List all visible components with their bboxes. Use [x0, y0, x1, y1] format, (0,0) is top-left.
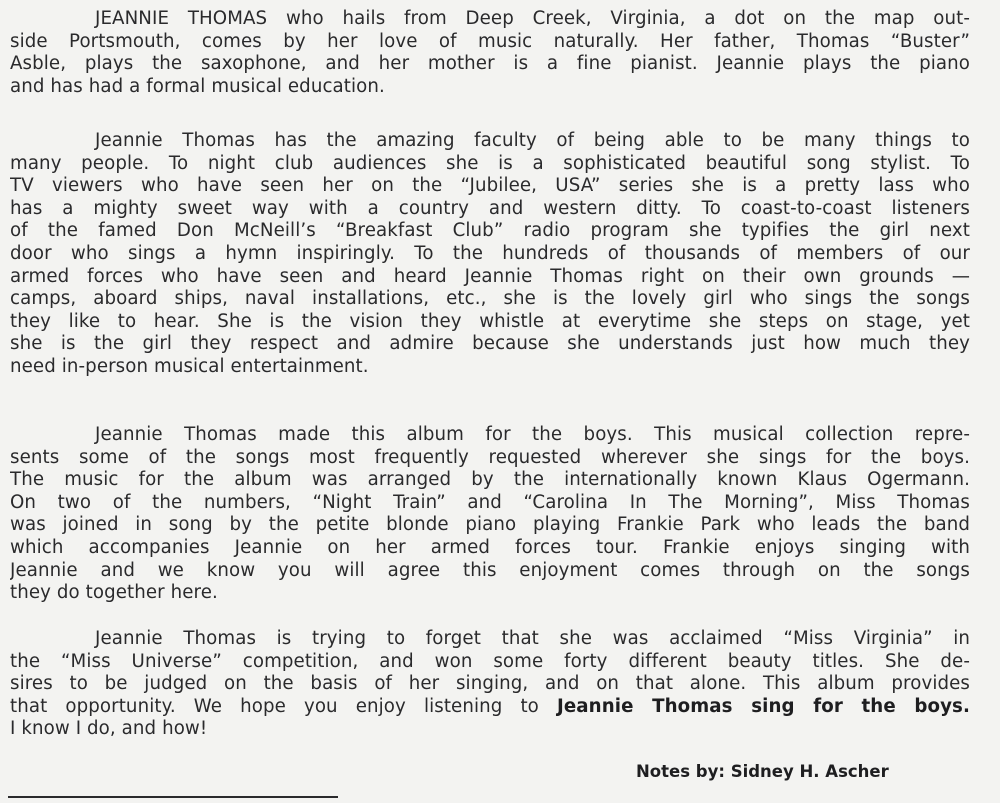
text-line [10, 696, 970, 719]
text-line: which accompanies Jeannie on her armed forces tour. Frankie enjoys singing with [10, 536, 970, 558]
text-line: Asble, plays the saxophone, and her mother is a fine pianist. Jeannie plays the piano [10, 53, 970, 75]
text-line: of the famed Don McNeill’s “Breakfast Club” radio program she typifies the girl next [10, 220, 970, 242]
paragraph-intro [10, 8, 970, 98]
text-line: door who sings a hymn inspiringly. To the hundreds of thousands of members of our [10, 242, 970, 264]
text-line: sires to be judged on the basis of her singing, and on that alone. This album provides [10, 673, 970, 695]
bold-album-title: Jeannie Thomas sing for the boys. [556, 695, 970, 717]
text-line: Jeannie Thomas made this album for the boys. This musical collection repre- [95, 424, 970, 445]
text-line: On two of the numbers, “Night Train” and “Carolina In The Morning”, Miss Thomas [10, 491, 970, 513]
paragraph-faculty [10, 130, 970, 379]
paragraph-closing [10, 628, 970, 741]
text-line: JEANNIE THOMAS who hails from Deep Creek, Virginia, a dot on the map out- [95, 8, 970, 29]
divider-rule [8, 796, 338, 798]
text-line: The music for the album was arranged by the internationally known Klaus Ogermann. [10, 469, 970, 491]
text-line: has a mighty sweet way with a country and western ditty. To coast-to-coast listeners [10, 197, 970, 219]
text-line: they like to hear. She is the vision they whistle at everytime she steps on stage, yet [10, 310, 970, 332]
text-line: TV viewers who have seen her on the “Jubilee, USA” series she is a pretty lass who [10, 175, 970, 197]
text-line: they do together here. [10, 582, 218, 604]
text-line: Jeannie Thomas is trying to forget that she was acclaimed “Miss Virginia” in [95, 628, 970, 649]
text-line: the “Miss Universe” competition, and won some forty different beauty titles. She de- [10, 650, 970, 672]
paragraph-album [10, 424, 970, 605]
text-line: Jeannie and we know you will agree this enjoyment comes through on the songs [10, 559, 970, 581]
text-line: side Portsmouth, comes by her love of music naturally. Her father, Thomas “Buster” [10, 30, 970, 52]
text-line: camps, aboard ships, naval installations, etc., she is the lovely girl who sings the songs [10, 288, 970, 310]
text-line: I know I do, and how! [10, 718, 208, 740]
text-line: Jeannie Thomas has the amazing faculty of being able to be many things to [95, 130, 970, 151]
signature-credit: Notes by: Sidney H. Ascher [636, 762, 889, 781]
text-line: she is the girl they respect and admire because she understands just how much they [10, 333, 970, 355]
text-line: and has had a formal musical education. [10, 75, 385, 97]
text-line: armed forces who have seen and heard Jeannie Thomas right on their own grounds — [10, 265, 970, 287]
text-line: need in-person musical entertainment. [10, 355, 369, 377]
text-line: sents some of the songs most frequently requested wherever she sings for the boys. [10, 446, 970, 468]
text-line: many people. To night club audiences she is a sophisticated beautiful song stylist. To [10, 152, 970, 174]
text-line-part: that opportunity. We hope you enjoy listening to [10, 695, 557, 717]
text-line: was joined in song by the petite blonde piano playing Frankie Park who leads the band [10, 514, 970, 536]
